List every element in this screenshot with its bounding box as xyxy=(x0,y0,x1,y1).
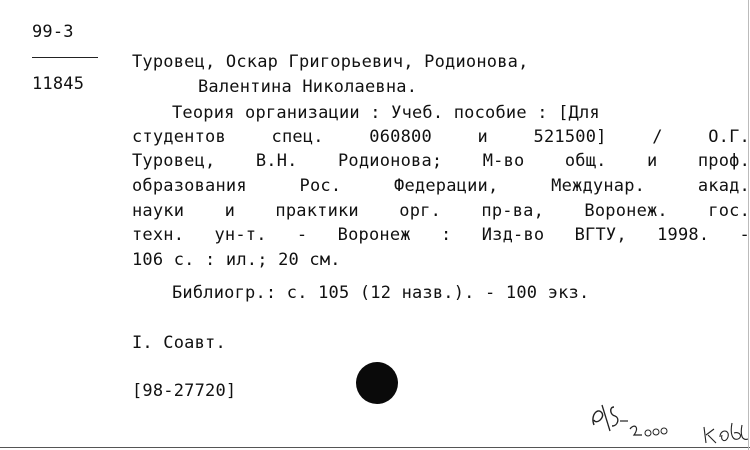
bibliography-note: Библиогр.: с. 105 (12 назв.). - 100 экз. xyxy=(172,283,590,303)
description-line: образования Рос. Федерации, Междунар. акад. xyxy=(132,176,750,196)
publication-line: техн. ун-т. - Воронеж : Изд-во ВГТУ, 1998. - xyxy=(132,225,750,245)
tracing: I. Соавт. xyxy=(132,333,226,353)
card-bottom-edge xyxy=(0,447,750,448)
description-line: Туровец, В.Н. Родионова; М-во общ. и проф. xyxy=(132,151,750,171)
card-right-edge xyxy=(748,0,749,450)
call-number-divider xyxy=(32,57,98,58)
call-number: 99-3 xyxy=(32,22,74,42)
author-heading: Туровец, Оскар Григорьевич, Родионова, xyxy=(132,52,529,72)
author-heading-continued: Валентина Николаевна. xyxy=(198,77,418,97)
physical-description: 106 с. : ил.; 20 см. xyxy=(132,250,341,270)
punch-hole xyxy=(356,362,398,404)
handwritten-note xyxy=(580,385,750,450)
inventory-number: 11845 xyxy=(32,74,85,94)
title-line: Теория организации : Учеб. пособие : [Для xyxy=(172,103,600,123)
description-line: науки и практики орг. пр-ва, Воронеж. гос. xyxy=(132,201,750,221)
description-line: студентов спец. 060800 и 521500] / О.Г. xyxy=(132,127,750,147)
order-number: [98-27720] xyxy=(132,381,237,401)
